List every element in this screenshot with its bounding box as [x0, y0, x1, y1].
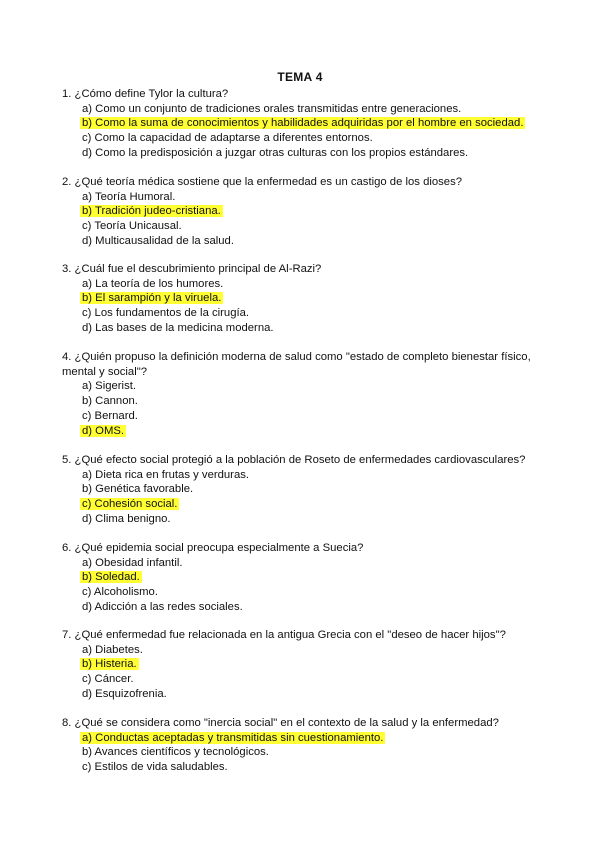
option-c: c) Cáncer. — [82, 673, 134, 686]
option-d: d) Las bases de la medicina moderna. — [82, 321, 274, 334]
question-4 — [62, 350, 542, 438]
option-a: a) La teoría de los humores. — [82, 277, 224, 290]
option-a: a) Teoría Humoral. — [82, 190, 176, 203]
option-a: a) Conductas aceptadas y transmitidas sin cuestionamiento. — [82, 731, 384, 744]
option-a: a) Obesidad infantil. — [82, 556, 183, 569]
option-d: d) Clima benigno. — [82, 512, 171, 525]
question-stem: 6. ¿Qué epidemia social preocupa especialmente a Suecia? — [62, 542, 364, 554]
option-b: b) Tradición judeo-cristiana. — [82, 205, 221, 218]
option-b: b) Avances científicos y tecnológicos. — [82, 746, 269, 759]
option-b: b) Genética favorable. — [82, 483, 194, 496]
option-c: c) Teoría Unicausal. — [82, 220, 182, 233]
question-8 — [62, 716, 542, 775]
question-5 — [62, 453, 542, 527]
question-stem: 7. ¿Qué enfermedad fue relacionada en la antigua Grecia con el "deseo de hacer hijos"? — [62, 629, 506, 641]
page-title: TEMA 4 — [277, 70, 323, 84]
option-a: a) Dieta rica en frutas y verduras. — [82, 468, 250, 481]
option-d: d) OMS. — [82, 424, 125, 437]
option-b: b) Cannon. — [82, 395, 138, 408]
option-c: c) Estilos de vida saludables. — [82, 761, 228, 774]
option-d: d) Esquizofrenia. — [82, 687, 167, 700]
option-c: c) Como la capacidad de adaptarse a diferentes entornos. — [82, 132, 373, 145]
question-stem: 4. ¿Quién propuso la definición moderna de salud como "estado de completo bienestar físico, mental y social"? — [62, 351, 531, 378]
option-c: c) Cohesión social. — [82, 498, 178, 511]
question-stem: 8. ¿Qué se considera como "inercia social" en el contexto de la salud y la enfermedad? — [62, 717, 499, 729]
question-stem: 3. ¿Cuál fue el descubrimiento principal de Al-Razi? — [62, 263, 322, 275]
option-a: a) Sigerist. — [82, 380, 136, 393]
option-b: b) Soledad. — [82, 571, 140, 584]
option-b: b) Histeria. — [82, 658, 137, 671]
option-c: c) Alcoholismo. — [82, 586, 158, 599]
option-d: d) Como la predisposición a juzgar otras culturas con los propios estándares. — [82, 146, 469, 159]
option-a: a) Diabetes. — [82, 643, 143, 656]
question-stem: 5. ¿Qué efecto social protegió a la población de Roseto de enfermedades cardiovasculares? — [62, 454, 526, 466]
question-1 — [62, 87, 542, 161]
question-7 — [62, 628, 542, 702]
option-d: d) Multicausalidad de la salud. — [82, 234, 234, 247]
question-3 — [62, 262, 542, 336]
option-c: c) Bernard. — [82, 409, 138, 422]
question-2 — [62, 175, 542, 249]
option-a: a) Como un conjunto de tradiciones orales transmitidas entre generaciones. — [82, 102, 462, 115]
option-c: c) Los fundamentos de la cirugía. — [82, 307, 250, 320]
option-b: b) Como la suma de conocimientos y habilidades adquiridas por el hombre en sociedad. — [82, 117, 524, 130]
question-6 — [62, 541, 542, 615]
question-stem: 2. ¿Qué teoría médica sostiene que la enfermedad es un castigo de los dioses? — [62, 176, 463, 188]
question-stem: 1. ¿Cómo define Tylor la cultura? — [62, 88, 229, 100]
option-d: d) Adicción a las redes sociales. — [82, 600, 243, 613]
option-b: b) El sarampión y la viruela. — [82, 292, 222, 305]
